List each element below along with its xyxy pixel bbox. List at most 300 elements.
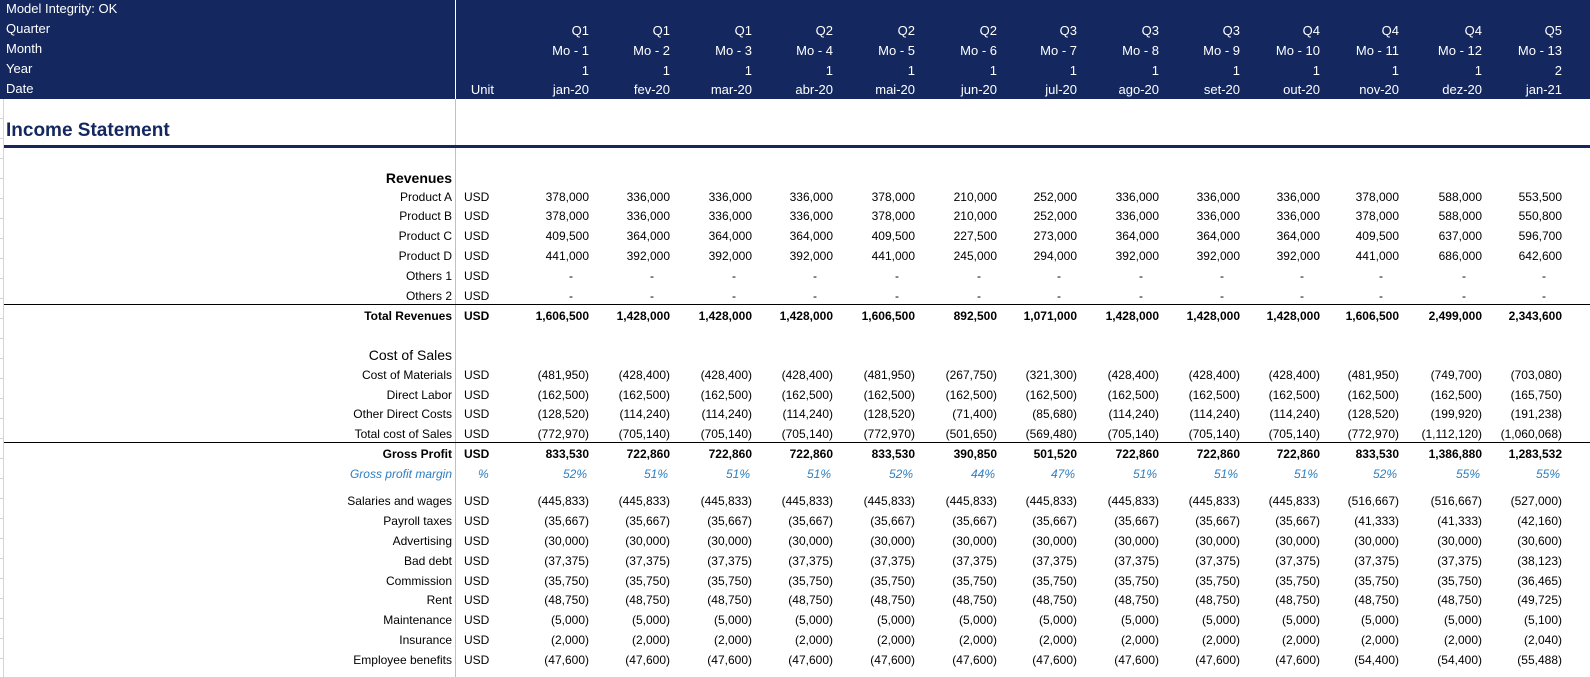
header-row-label[interactable]: Date — [6, 81, 34, 96]
table-cell[interactable]: (2,000) — [1360, 633, 1399, 647]
table-cell[interactable]: (35,667) — [707, 514, 752, 528]
table-cell[interactable]: (5,000) — [1443, 613, 1482, 627]
row-unit[interactable]: USD — [464, 388, 490, 402]
table-cell[interactable]: 501,520 — [1033, 447, 1077, 461]
table-cell[interactable]: 52% — [562, 467, 587, 481]
row-label[interactable]: Bad debt — [403, 554, 452, 568]
header-date-cell[interactable]: out-20 — [1283, 82, 1320, 97]
table-cell[interactable]: 336,000 — [1196, 190, 1240, 204]
table-cell[interactable]: - — [895, 269, 899, 283]
table-cell[interactable]: 336,000 — [626, 209, 670, 223]
table-cell[interactable]: (35,750) — [625, 574, 670, 588]
table-cell[interactable]: 336,000 — [1115, 190, 1159, 204]
table-cell[interactable]: - — [977, 289, 981, 303]
header-quarter-cell[interactable]: Q2 — [815, 23, 833, 38]
table-cell[interactable]: (30,000) — [788, 534, 833, 548]
header-quarter-cell[interactable]: Q4 — [1302, 23, 1320, 38]
table-cell[interactable]: (35,750) — [952, 574, 997, 588]
table-cell[interactable]: (48,750) — [625, 593, 670, 607]
row-label[interactable]: Gross profit margin — [349, 467, 452, 481]
table-cell[interactable]: (48,750) — [870, 593, 915, 607]
table-cell[interactable]: 409,500 — [1355, 229, 1399, 243]
header-date-cell[interactable]: jan-21 — [1525, 82, 1562, 97]
table-cell[interactable]: 51% — [725, 467, 750, 481]
table-cell[interactable]: 51% — [1293, 467, 1318, 481]
table-cell[interactable]: (199,920) — [1430, 407, 1482, 421]
table-cell[interactable]: 364,000 — [1115, 229, 1159, 243]
table-cell[interactable]: 409,500 — [545, 229, 589, 243]
row-label[interactable]: Other Direct Costs — [353, 407, 452, 421]
table-cell[interactable]: 47% — [1050, 467, 1075, 481]
table-cell[interactable]: - — [1462, 269, 1466, 283]
table-cell[interactable]: (2,000) — [1443, 633, 1482, 647]
table-cell[interactable]: 642,600 — [1518, 249, 1562, 263]
table-cell[interactable]: (47,600) — [952, 653, 997, 667]
header-quarter-cell[interactable]: Q5 — [1544, 23, 1562, 38]
table-cell[interactable]: (705,140) — [1188, 427, 1240, 441]
table-cell[interactable]: (162,500) — [781, 388, 833, 402]
table-cell[interactable]: (2,000) — [1120, 633, 1159, 647]
table-cell[interactable]: (41,333) — [1354, 514, 1399, 528]
table-cell[interactable]: 336,000 — [708, 190, 752, 204]
table-cell[interactable]: (267,750) — [945, 368, 997, 382]
table-cell[interactable]: (48,750) — [952, 593, 997, 607]
table-cell[interactable]: 378,000 — [1355, 190, 1399, 204]
table-cell[interactable]: (428,400) — [781, 368, 833, 382]
header-month-cell[interactable]: Mo - 7 — [1040, 43, 1077, 58]
table-cell[interactable]: 392,000 — [626, 249, 670, 263]
row-label[interactable]: Direct Labor — [386, 388, 452, 402]
table-cell[interactable]: (445,833) — [700, 494, 752, 508]
table-cell[interactable]: (162,500) — [1025, 388, 1077, 402]
header-date-cell[interactable]: dez-20 — [1442, 82, 1482, 97]
table-cell[interactable]: 364,000 — [1276, 229, 1320, 243]
table-cell[interactable]: 52% — [888, 467, 913, 481]
table-cell[interactable]: 210,000 — [953, 209, 997, 223]
table-cell[interactable]: (47,600) — [870, 653, 915, 667]
table-cell[interactable]: 378,000 — [871, 190, 915, 204]
header-date-cell[interactable]: abr-20 — [795, 82, 833, 97]
table-cell[interactable]: (5,000) — [1201, 613, 1240, 627]
table-cell[interactable]: (2,040) — [1523, 633, 1562, 647]
table-cell[interactable]: 588,000 — [1438, 190, 1482, 204]
table-cell[interactable]: 336,000 — [1276, 209, 1320, 223]
table-cell[interactable]: - — [1139, 289, 1143, 303]
table-cell[interactable]: - — [1057, 269, 1061, 283]
header-year-cell[interactable]: 1 — [989, 63, 997, 78]
row-label[interactable]: Total cost of Sales — [354, 427, 452, 441]
table-cell[interactable]: - — [732, 269, 736, 283]
table-cell[interactable]: - — [1057, 289, 1061, 303]
table-cell[interactable]: - — [813, 289, 817, 303]
table-cell[interactable]: (5,000) — [958, 613, 997, 627]
table-cell[interactable]: (481,950) — [863, 368, 915, 382]
row-label[interactable]: Others 1 — [405, 269, 452, 283]
table-cell[interactable]: 392,000 — [1196, 249, 1240, 263]
header-quarter-cell[interactable]: Q3 — [1141, 23, 1159, 38]
table-cell[interactable]: (5,000) — [713, 613, 752, 627]
table-cell[interactable]: (37,375) — [625, 554, 670, 568]
table-cell[interactable]: (41,333) — [1437, 514, 1482, 528]
table-cell[interactable]: (35,667) — [544, 514, 589, 528]
table-cell[interactable]: (772,970) — [863, 427, 915, 441]
table-cell[interactable]: (1,060,068) — [1500, 427, 1562, 441]
table-cell[interactable]: (162,500) — [618, 388, 670, 402]
table-cell[interactable]: (47,600) — [1032, 653, 1077, 667]
header-date-cell[interactable]: jul-20 — [1045, 82, 1077, 97]
table-cell[interactable]: - — [650, 269, 654, 283]
table-cell[interactable]: - — [1379, 289, 1383, 303]
header-year-cell[interactable]: 1 — [581, 63, 589, 78]
row-unit[interactable]: USD — [464, 269, 490, 283]
table-cell[interactable]: (5,000) — [1038, 613, 1077, 627]
table-cell[interactable]: 1,428,000 — [779, 309, 833, 323]
table-cell[interactable]: 892,500 — [953, 309, 997, 323]
table-cell[interactable]: (35,750) — [788, 574, 833, 588]
table-cell[interactable]: 252,000 — [1033, 190, 1077, 204]
table-cell[interactable]: (35,667) — [1195, 514, 1240, 528]
table-cell[interactable]: (48,750) — [1032, 593, 1077, 607]
table-cell[interactable]: (445,833) — [618, 494, 670, 508]
header-quarter-cell[interactable]: Q1 — [571, 23, 589, 38]
header-month-cell[interactable]: Mo - 3 — [715, 43, 752, 58]
header-quarter-cell[interactable]: Q2 — [897, 23, 915, 38]
header-date-cell[interactable]: mar-20 — [710, 82, 752, 97]
table-cell[interactable]: (162,500) — [1430, 388, 1482, 402]
table-cell[interactable]: (705,140) — [1268, 427, 1320, 441]
row-label[interactable]: Gross Profit — [382, 447, 452, 461]
header-row-label[interactable]: Year — [6, 61, 33, 76]
table-cell[interactable]: 686,000 — [1438, 249, 1482, 263]
table-cell[interactable]: (162,500) — [1188, 388, 1240, 402]
table-cell[interactable]: (37,375) — [1195, 554, 1240, 568]
table-cell[interactable]: (37,375) — [1032, 554, 1077, 568]
table-cell[interactable]: (516,667) — [1430, 494, 1482, 508]
table-cell[interactable]: (42,160) — [1517, 514, 1562, 528]
header-quarter-cell[interactable]: Q1 — [734, 23, 752, 38]
header-month-cell[interactable]: Mo - 13 — [1517, 43, 1562, 58]
table-cell[interactable]: (30,000) — [625, 534, 670, 548]
table-cell[interactable]: (48,750) — [544, 593, 589, 607]
table-cell[interactable]: (2,000) — [1201, 633, 1240, 647]
header-year-cell[interactable]: 1 — [907, 63, 915, 78]
table-cell[interactable]: (35,750) — [1354, 574, 1399, 588]
header-month-cell[interactable]: Mo - 1 — [552, 43, 589, 58]
table-cell[interactable]: (48,750) — [1195, 593, 1240, 607]
table-cell[interactable]: (5,000) — [1281, 613, 1320, 627]
table-cell[interactable]: 553,500 — [1518, 190, 1562, 204]
table-cell[interactable]: 441,000 — [545, 249, 589, 263]
table-cell[interactable]: (2,000) — [794, 633, 833, 647]
table-cell[interactable]: (5,000) — [1360, 613, 1399, 627]
table-cell[interactable]: 55% — [1455, 467, 1480, 481]
table-cell[interactable]: (48,750) — [707, 593, 752, 607]
table-cell[interactable]: (1,112,120) — [1421, 427, 1482, 441]
table-cell[interactable]: (114,240) — [782, 407, 833, 421]
table-cell[interactable]: (47,600) — [1195, 653, 1240, 667]
table-cell[interactable]: (428,400) — [700, 368, 752, 382]
table-cell[interactable]: 1,428,000 — [1186, 309, 1240, 323]
header-date-cell[interactable]: ago-20 — [1118, 82, 1159, 97]
header-quarter-cell[interactable]: Q3 — [1059, 23, 1077, 38]
table-cell[interactable]: - — [569, 269, 573, 283]
table-cell[interactable]: (2,000) — [958, 633, 997, 647]
row-unit[interactable]: USD — [464, 534, 490, 548]
header-quarter-cell[interactable]: Q2 — [979, 23, 997, 38]
table-cell[interactable]: 637,000 — [1438, 229, 1482, 243]
table-cell[interactable]: - — [1300, 269, 1304, 283]
row-label[interactable]: Maintenance — [383, 613, 452, 627]
table-cell[interactable]: (114,240) — [619, 407, 670, 421]
table-cell[interactable]: (48,750) — [1437, 593, 1482, 607]
table-cell[interactable]: 722,860 — [1115, 447, 1159, 461]
header-year-cell[interactable]: 1 — [1151, 63, 1159, 78]
table-cell[interactable]: (38,123) — [1517, 554, 1562, 568]
table-cell[interactable]: (30,000) — [952, 534, 997, 548]
table-cell[interactable]: 596,700 — [1518, 229, 1562, 243]
table-cell[interactable]: (114,240) — [1269, 407, 1320, 421]
row-label[interactable]: Insurance — [399, 633, 452, 647]
table-cell[interactable]: - — [895, 289, 899, 303]
table-cell[interactable]: 588,000 — [1438, 209, 1482, 223]
table-cell[interactable]: (162,500) — [1268, 388, 1320, 402]
table-cell[interactable]: 336,000 — [708, 209, 752, 223]
section-title[interactable]: Income Statement — [6, 120, 170, 141]
table-cell[interactable]: (501,650) — [945, 427, 997, 441]
row-unit[interactable]: USD — [464, 613, 490, 627]
row-unit[interactable]: USD — [464, 289, 490, 303]
table-cell[interactable]: (569,480) — [1025, 427, 1077, 441]
table-cell[interactable]: (35,750) — [544, 574, 589, 588]
table-cell[interactable]: (445,833) — [1188, 494, 1240, 508]
table-cell[interactable]: (128,520) — [863, 407, 915, 421]
table-cell[interactable]: 51% — [806, 467, 831, 481]
row-unit[interactable]: USD — [464, 574, 490, 588]
row-label[interactable]: Employee benefits — [353, 653, 452, 667]
header-month-cell[interactable]: Mo - 12 — [1437, 43, 1482, 58]
table-cell[interactable]: (481,950) — [1347, 368, 1399, 382]
table-cell[interactable]: (481,950) — [537, 368, 589, 382]
table-cell[interactable]: (47,600) — [544, 653, 589, 667]
header-month-cell[interactable]: Mo - 11 — [1355, 43, 1399, 58]
table-cell[interactable]: (35,750) — [707, 574, 752, 588]
table-cell[interactable]: (5,000) — [1120, 613, 1159, 627]
table-cell[interactable]: (35,667) — [1275, 514, 1320, 528]
table-cell[interactable]: (162,500) — [537, 388, 589, 402]
table-cell[interactable]: 722,860 — [789, 447, 833, 461]
table-cell[interactable]: (48,750) — [788, 593, 833, 607]
table-cell[interactable]: 51% — [1132, 467, 1157, 481]
table-cell[interactable]: (37,375) — [1437, 554, 1482, 568]
row-unit[interactable]: USD — [464, 447, 490, 461]
row-unit[interactable]: USD — [464, 653, 490, 667]
row-unit[interactable]: USD — [464, 229, 490, 243]
row-unit[interactable]: USD — [464, 209, 490, 223]
table-cell[interactable]: (5,100) — [1523, 613, 1562, 627]
table-cell[interactable]: (35,750) — [1032, 574, 1077, 588]
table-cell[interactable]: (2,000) — [876, 633, 915, 647]
table-cell[interactable]: (2,000) — [1281, 633, 1320, 647]
row-label[interactable]: Advertising — [392, 534, 452, 548]
table-cell[interactable]: (47,600) — [788, 653, 833, 667]
row-unit[interactable]: USD — [464, 514, 490, 528]
table-cell[interactable]: (30,000) — [707, 534, 752, 548]
table-cell[interactable]: 2,343,600 — [1508, 309, 1562, 323]
table-cell[interactable]: (162,500) — [945, 388, 997, 402]
table-cell[interactable]: (35,750) — [1195, 574, 1240, 588]
table-cell[interactable]: 378,000 — [1355, 209, 1399, 223]
table-cell[interactable]: (35,667) — [1032, 514, 1077, 528]
table-cell[interactable]: (114,240) — [701, 407, 752, 421]
table-cell[interactable]: (35,667) — [1114, 514, 1159, 528]
row-unit[interactable]: USD — [464, 249, 490, 263]
table-cell[interactable]: (165,750) — [1510, 388, 1562, 402]
table-cell[interactable]: (445,833) — [1025, 494, 1077, 508]
table-cell[interactable]: 336,000 — [1115, 209, 1159, 223]
table-cell[interactable]: (47,600) — [1114, 653, 1159, 667]
table-cell[interactable]: (128,520) — [1347, 407, 1399, 421]
table-cell[interactable]: 252,000 — [1033, 209, 1077, 223]
header-year-cell[interactable]: 1 — [1069, 63, 1077, 78]
header-month-cell[interactable]: Mo - 4 — [796, 43, 833, 58]
table-cell[interactable]: 409,500 — [871, 229, 915, 243]
header-year-cell[interactable]: 1 — [1232, 63, 1240, 78]
row-unit[interactable]: % — [478, 467, 489, 481]
table-cell[interactable]: (49,725) — [1517, 593, 1562, 607]
table-cell[interactable]: 227,500 — [953, 229, 997, 243]
table-cell[interactable]: 1,428,000 — [698, 309, 752, 323]
table-cell[interactable]: 1,428,000 — [616, 309, 670, 323]
table-cell[interactable]: 210,000 — [953, 190, 997, 204]
table-cell[interactable]: 364,000 — [1196, 229, 1240, 243]
table-cell[interactable]: 44% — [970, 467, 995, 481]
row-label[interactable]: Others 2 — [405, 289, 452, 303]
table-cell[interactable]: 833,530 — [871, 447, 915, 461]
table-cell[interactable]: 364,000 — [708, 229, 752, 243]
row-unit[interactable]: USD — [464, 494, 490, 508]
header-date-cell[interactable]: nov-20 — [1359, 82, 1399, 97]
table-cell[interactable]: (5,000) — [794, 613, 833, 627]
table-cell[interactable]: 441,000 — [871, 249, 915, 263]
table-cell[interactable]: (2,000) — [550, 633, 589, 647]
table-cell[interactable]: (2,000) — [1038, 633, 1077, 647]
table-cell[interactable]: (48,750) — [1354, 593, 1399, 607]
table-cell[interactable]: 378,000 — [545, 209, 589, 223]
table-cell[interactable]: (85,680) — [1032, 407, 1077, 421]
table-cell[interactable]: (705,140) — [618, 427, 670, 441]
table-cell[interactable]: (428,400) — [618, 368, 670, 382]
table-cell[interactable]: 1,606,500 — [535, 309, 589, 323]
table-cell[interactable]: (37,375) — [788, 554, 833, 568]
table-cell[interactable]: 1,283,532 — [1508, 447, 1562, 461]
table-cell[interactable]: (703,080) — [1510, 368, 1562, 382]
table-cell[interactable]: (128,520) — [537, 407, 589, 421]
row-label[interactable]: Payroll taxes — [383, 514, 452, 528]
table-cell[interactable]: 722,860 — [708, 447, 752, 461]
table-cell[interactable]: (5,000) — [550, 613, 589, 627]
table-cell[interactable]: 336,000 — [626, 190, 670, 204]
table-cell[interactable]: (30,000) — [1275, 534, 1320, 548]
header-quarter-cell[interactable]: Q1 — [652, 23, 670, 38]
table-cell[interactable]: (55,488) — [1517, 653, 1562, 667]
table-cell[interactable]: - — [732, 289, 736, 303]
header-quarter-cell[interactable]: Q4 — [1381, 23, 1399, 38]
table-cell[interactable]: (527,000) — [1510, 494, 1562, 508]
table-cell[interactable]: (47,600) — [625, 653, 670, 667]
header-row-label[interactable]: Month — [6, 41, 43, 56]
table-cell[interactable]: (48,750) — [1275, 593, 1320, 607]
table-cell[interactable]: (162,500) — [1347, 388, 1399, 402]
table-cell[interactable]: (772,970) — [537, 427, 589, 441]
table-cell[interactable]: (321,300) — [1025, 368, 1077, 382]
table-cell[interactable]: (445,833) — [863, 494, 915, 508]
table-cell[interactable]: (35,667) — [625, 514, 670, 528]
table-cell[interactable]: (37,375) — [1354, 554, 1399, 568]
table-cell[interactable]: 1,428,000 — [1266, 309, 1320, 323]
header-date-cell[interactable]: set-20 — [1203, 82, 1240, 97]
header-date-cell[interactable]: mai-20 — [875, 82, 915, 97]
table-cell[interactable]: 273,000 — [1033, 229, 1077, 243]
table-cell[interactable]: (516,667) — [1347, 494, 1399, 508]
header-row-label[interactable]: Quarter — [6, 21, 51, 36]
row-unit[interactable]: USD — [464, 309, 490, 323]
table-cell[interactable]: (37,375) — [1275, 554, 1320, 568]
table-cell[interactable]: (5,000) — [631, 613, 670, 627]
table-cell[interactable]: (47,600) — [1275, 653, 1320, 667]
table-cell[interactable]: (47,600) — [707, 653, 752, 667]
table-cell[interactable]: 364,000 — [626, 229, 670, 243]
header-quarter-cell[interactable]: Q3 — [1222, 23, 1240, 38]
table-cell[interactable]: (35,667) — [788, 514, 833, 528]
table-cell[interactable]: 1,071,000 — [1023, 309, 1077, 323]
table-cell[interactable]: - — [1542, 269, 1546, 283]
header-year-cell[interactable]: 2 — [1554, 63, 1562, 78]
header-year-cell[interactable]: 1 — [1312, 63, 1320, 78]
table-cell[interactable]: (36,465) — [1517, 574, 1562, 588]
header-row-label[interactable]: Model Integrity: OK — [6, 1, 118, 16]
header-quarter-cell[interactable]: Q4 — [1464, 23, 1482, 38]
row-unit[interactable]: USD — [464, 427, 490, 441]
table-cell[interactable]: (37,375) — [1114, 554, 1159, 568]
table-cell[interactable]: (162,500) — [1107, 388, 1159, 402]
table-cell[interactable]: (54,400) — [1354, 653, 1399, 667]
table-cell[interactable]: - — [1300, 289, 1304, 303]
row-label[interactable]: Product C — [398, 229, 452, 243]
table-cell[interactable]: (428,400) — [1107, 368, 1159, 382]
header-year-cell[interactable]: 1 — [1474, 63, 1482, 78]
table-cell[interactable]: (772,970) — [1347, 427, 1399, 441]
table-cell[interactable]: (30,000) — [1437, 534, 1482, 548]
table-cell[interactable]: 392,000 — [1276, 249, 1320, 263]
table-cell[interactable]: (445,833) — [945, 494, 997, 508]
table-cell[interactable]: (705,140) — [781, 427, 833, 441]
table-cell[interactable]: 833,530 — [1355, 447, 1399, 461]
header-month-cell[interactable]: Mo - 8 — [1122, 43, 1159, 58]
table-cell[interactable]: (37,375) — [544, 554, 589, 568]
table-cell[interactable]: - — [1542, 289, 1546, 303]
table-cell[interactable]: (30,000) — [870, 534, 915, 548]
table-cell[interactable]: (37,375) — [870, 554, 915, 568]
table-cell[interactable]: - — [977, 269, 981, 283]
table-cell[interactable]: 364,000 — [789, 229, 833, 243]
table-cell[interactable]: - — [1220, 269, 1224, 283]
header-month-cell[interactable]: Mo - 6 — [960, 43, 997, 58]
table-cell[interactable]: 51% — [643, 467, 668, 481]
table-cell[interactable]: 441,000 — [1355, 249, 1399, 263]
table-cell[interactable]: (48,750) — [1114, 593, 1159, 607]
table-cell[interactable]: (2,000) — [713, 633, 752, 647]
table-cell[interactable]: (37,375) — [952, 554, 997, 568]
